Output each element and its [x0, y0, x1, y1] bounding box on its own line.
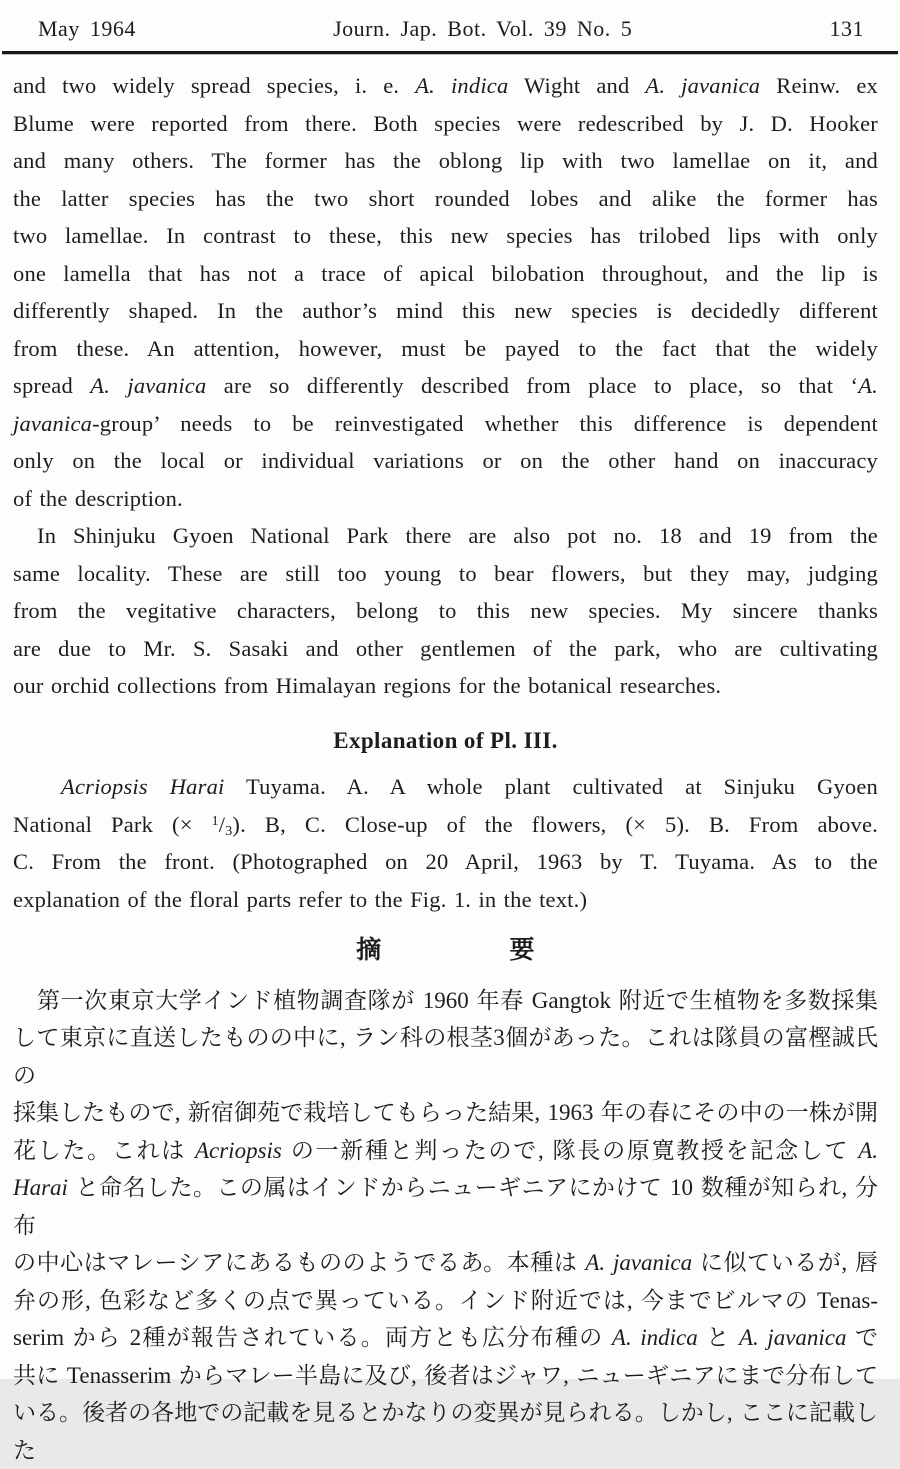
- text-line: [13, 667, 878, 705]
- text-segment: 弁の形, 色彩など多くの点で異っている。インド附近では, 今までビルマの Tenas-: [13, 1288, 878, 1313]
- text-line: [13, 555, 878, 593]
- text-segment: In Shinjuku Gyoen National Park there are also pot no. 18 and 19 from the: [37, 523, 878, 548]
- text-segment: C. From the front. (Photographed on 20 April, 1963 by T. Tuyama. As to the: [13, 849, 878, 874]
- text-segment: Tuyama. A. A whole plant cultivated at Sinjuku Gyoen: [224, 774, 878, 799]
- text-line: [13, 592, 878, 630]
- species-name-italic: Harai: [13, 1175, 68, 1200]
- species-name-italic: A. javanica: [90, 373, 206, 398]
- text-segment: Reinw. ex: [760, 73, 878, 98]
- text-line: [13, 67, 878, 105]
- text-line: [13, 367, 878, 405]
- species-name-italic: Acriopsis Harai: [61, 774, 224, 799]
- text-line: [13, 1357, 878, 1395]
- text-line: [13, 1244, 878, 1282]
- text-line: [13, 292, 878, 330]
- text-segment: serim から 2種が報告されている。両方とも広分布種の: [13, 1325, 612, 1350]
- text-segment: the latter species has the two short rounded lobes and alike the former has: [13, 186, 878, 211]
- text-segment: are so differently described from place to place, so that ‘: [206, 373, 858, 398]
- text-line: [13, 1094, 878, 1132]
- text-segment: いる。後者の各地での記載を見るとかなりの変異が見られる。しかし, ここに記載した: [13, 1400, 878, 1463]
- species-name-italic: A. javanica: [645, 73, 760, 98]
- text-segment: National Park (×: [13, 812, 212, 837]
- text-segment: from the vegitative characters, belong to this new species. My sincere thanks: [13, 598, 878, 623]
- text-line: [13, 843, 878, 881]
- species-name-italic: A. indica: [415, 73, 508, 98]
- text-segment: two lamellae. In contrast to these, this new species has trilobed lips with only: [13, 223, 878, 248]
- text-line: [13, 442, 878, 480]
- text-segment: Wight and: [508, 73, 645, 98]
- text-segment: で: [847, 1325, 879, 1350]
- text-line: [13, 630, 878, 668]
- text-segment: differently shaped. In the author’s mind this new species is decidedly different: [13, 298, 878, 323]
- species-name-italic: javanica: [13, 411, 92, 436]
- text-segment: と命名した。この属はインドからニューギニアにかけて 10 数種が知られ, 分布: [13, 1175, 878, 1238]
- text-segment: 共に Tenasserim からマレー半島に及び, 後者はジャワ, ニューギニアにまで分布して: [13, 1363, 878, 1388]
- species-name-italic: A. javanica: [585, 1250, 692, 1275]
- header-date: May 1964: [38, 15, 136, 42]
- text-line: [13, 255, 878, 293]
- page-header: [0, 0, 900, 42]
- text-line: [13, 142, 878, 180]
- species-name-italic: A. javanica: [739, 1325, 847, 1350]
- text-line: [13, 105, 878, 143]
- paragraph-english-1: [13, 67, 878, 517]
- text-segment: are due to Mr. S. Sasaki and other gentlemen of the park, who are cultivating: [13, 636, 878, 661]
- text-line: [13, 1394, 878, 1469]
- species-name-italic: A.: [858, 1138, 878, 1163]
- text-segment: 花した。これは: [13, 1138, 195, 1163]
- text-segment: して東京に直送したものの中に, ラン科の根茎3個があった。これは隊員の富樫誠氏の: [13, 1025, 878, 1088]
- text-segment: の一新種と判ったので, 隊長の原寛教授を記念して: [282, 1138, 858, 1163]
- text-segment: and two widely spread species, i. e.: [13, 73, 415, 98]
- document-body: [0, 54, 900, 1469]
- text-line: [13, 1319, 878, 1357]
- text-segment: の中心はマレーシアにあるもののようでるあ。本種は: [13, 1250, 585, 1275]
- text-segment: one lamella that has not a trace of apical bilobation throughout, and the lip is: [13, 261, 878, 286]
- text-line: [13, 1019, 878, 1094]
- header-journal-title: Journ. Jap. Bot. Vol. 39 No. 5: [136, 15, 830, 42]
- text-segment: 3: [225, 823, 232, 838]
- text-line: [13, 217, 878, 255]
- text-segment: 採集したもので, 新宿御苑で栽培してもらった結果, 1963 年の春にその中の一株が開: [13, 1100, 878, 1125]
- text-segment: our orchid collections from Himalayan regions for the botanical researches.: [13, 673, 721, 698]
- text-segment: と: [698, 1325, 739, 1350]
- text-line: [13, 1132, 878, 1170]
- text-segment: -group’ needs to be reinvestigated whether this difference is dependent: [92, 411, 878, 436]
- text-segment: same locality. These are still too young to bear flowers, but they may, judging: [13, 561, 878, 586]
- text-segment: に似ているが, 唇: [692, 1250, 878, 1275]
- text-line: [13, 330, 878, 368]
- text-segment: of the description.: [13, 486, 183, 511]
- summary-heading-char: 摘: [356, 932, 381, 970]
- text-line: [13, 180, 878, 218]
- text-line: [13, 405, 878, 443]
- paragraph-english-2: [13, 517, 878, 705]
- paragraph-japanese-summary: [13, 982, 878, 1469]
- text-segment: Blume were reported from there. Both species were redescribed by J. D. Hooker: [13, 111, 878, 136]
- text-segment: ). B, C. Close-up of the flowers, (× 5). B. From above.: [232, 812, 878, 837]
- species-name-italic: A. indica: [612, 1325, 698, 1350]
- text-segment: 第一次東京大学インド植物調査隊が 1960 年春 Gangtok 附近で生植物を多数採集: [37, 988, 878, 1013]
- text-segment: and many others. The former has the oblong lip with two lamellae on it, and: [13, 148, 878, 173]
- paragraph-plate-caption: [13, 768, 878, 918]
- text-segment: only on the local or individual variations or on the other hand on inaccuracy: [13, 448, 878, 473]
- text-line: [13, 1282, 878, 1320]
- text-line: [13, 806, 878, 844]
- text-line: [13, 881, 878, 919]
- text-line: [13, 768, 878, 806]
- text-line: [13, 480, 878, 518]
- text-line: [13, 982, 878, 1020]
- text-segment: 1: [212, 814, 219, 829]
- text-line: [13, 517, 878, 555]
- text-segment: /: [219, 812, 225, 837]
- heading-japanese-summary: [13, 932, 878, 970]
- heading-explanation: Explanation of Pl. III.: [13, 722, 878, 760]
- text-segment: explanation of the floral parts refer to the Fig. 1. in the text.): [13, 887, 587, 912]
- species-name-italic: Acriopsis: [195, 1138, 282, 1163]
- species-name-italic: A.: [858, 373, 878, 398]
- header-page-number: 131: [830, 15, 865, 42]
- summary-heading-char: 要: [510, 932, 535, 970]
- text-line: [13, 1169, 878, 1244]
- text-segment: spread: [13, 373, 90, 398]
- text-segment: from these. An attention, however, must be payed to the fact that the widely: [13, 336, 878, 361]
